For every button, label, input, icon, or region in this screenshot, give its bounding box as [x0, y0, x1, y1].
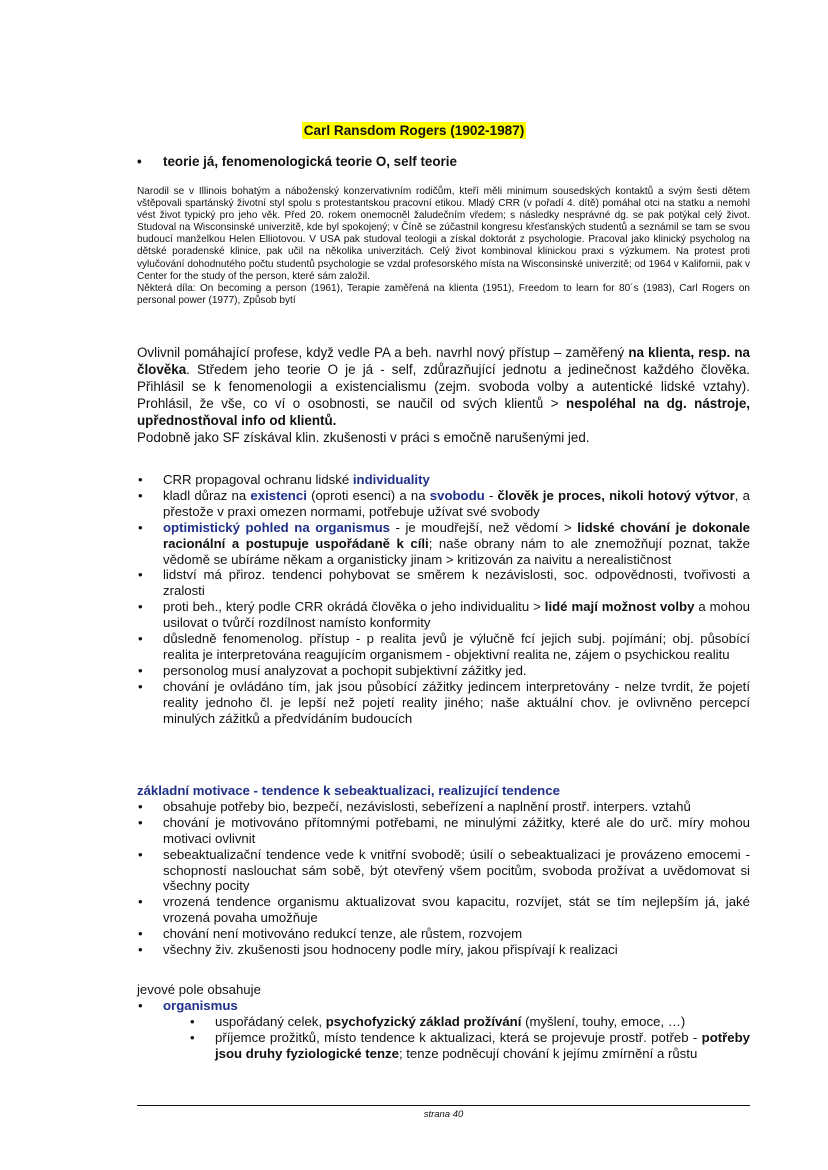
list-item [137, 488, 750, 520]
sub-list-item [163, 1030, 750, 1062]
sub-list-item [163, 1014, 750, 1030]
phenomenal-field-section [137, 982, 750, 1062]
list-item [137, 599, 750, 631]
text-run: proti beh., který podle CRR okrádá člověka o jeho individualitu > [163, 599, 545, 615]
bold-run: potřeby jsou druhy fyziologické tenze [215, 1029, 750, 1061]
field-intro: jevové pole obsahuje [137, 982, 261, 997]
bullet-icon: • [137, 154, 142, 169]
theory-subheading [137, 154, 757, 169]
list-item [137, 998, 750, 1062]
subheading-text: teorie já, fenomenologická teorie O, self teorie [163, 154, 457, 169]
bold-run: lidé mají možnost volby [544, 599, 695, 615]
title-block [0, 122, 828, 140]
list-item: • sebeaktualizační tendence vede k vnitřní svobodě; úsilí o sebeaktualizaci je provázeno emocemi - schopností naslouchat sám sobě, být otevřený všem pocitům, svoboda prožívat a uvědomovat si všechny pocity [137, 847, 750, 895]
text-run: Ovlivnil pomáhající profese, když vedle PA a beh. navrhl nový přístup – zaměřený [137, 345, 629, 360]
text-run: a mohou usilovat o tvůrčí rozdílnost namísto konformity [163, 599, 750, 631]
footer-divider [137, 1105, 750, 1106]
bold-run: člověk je proces, nikoli hotový výtvor [497, 487, 735, 503]
intro-paragraph: Podobně jako SF získával klin. zkušenosti v práci s emočně narušenými jed. [137, 430, 590, 445]
list-item: • chování není motivováno redukcí tenze, ale růstem, rozvojem [137, 926, 750, 942]
text-run: ; tenze podněcují chování k jejímu zmírnění a růstu [398, 1045, 698, 1061]
text-run: uspořádaný celek, [215, 1013, 326, 1029]
page-title: Carl Ransdom Rogers (1902-1987) [303, 123, 525, 138]
list-item [137, 472, 750, 488]
biography-block [137, 186, 750, 307]
text-run: (myšlení, touhy, emoce, …) [521, 1013, 686, 1029]
list-item: • obsahuje potřeby bio, bezpečí, nezávislosti, sebeřízení a naplnění prostř. interpers. vztahů [137, 799, 750, 815]
works-paragraph: Některá díla: On becoming a person (1961), Terapie zaměřená na klienta (1951), Freedom to learn for 80´s (1983), Carl Rogers on personal power (1977), Způsob bytí [137, 282, 750, 306]
motivation-heading: základní motivace - tendence k sebeaktualizaci, realizující tendence [137, 783, 560, 798]
highlight-run: optimistický pohled na organismus [163, 519, 390, 535]
text-run: příjemce prožitků, místo tendence k aktualizaci, která se projevuje prostř. potřeb - [215, 1029, 702, 1045]
page-number: strana 40 [423, 1109, 464, 1120]
bold-run: nespoléhal na dg. nástroje, upřednostňoval info od klientů. [137, 396, 750, 428]
highlight-run: individuality [352, 472, 430, 487]
highlight-run: existenci [250, 487, 307, 503]
list-item: • důsledně fenomenolog. přístup - p realita jevů je výlučně fcí jejich subj. pojímání; obj. působící realita je interpretována reagujícím organismem - objektivní realita ne, zájem o psychickou realitu [137, 631, 750, 663]
text-run: . Středem jeho teorie O je já - self, zdůrazňující jednotu a jedinečnost každého člověka. Přihlásil se k fenomenologii a existencialismu (zejm. svoboda volby a autentické lidské vztahy). Prohlásil, že vše, co ví o osobnosti, se naučil od svých klientů > [137, 362, 750, 411]
bold-run: psychofyzický základ prožívání [325, 1013, 522, 1029]
text-run: (oproti esenci) a na [306, 487, 430, 503]
list-item: • chování je ovládáno tím, jak jsou působící zážitky jedincem interpretovány - nelze tvrdit, že pojetí reality jednoho čl. je lepší než pojetí reality jiného; naše aktuální chov. je ovlivněno percepcí minulých zážitků a předvídáním budoucích [137, 679, 750, 727]
text-run: kladl důraz na [163, 487, 251, 503]
organism-label: organismus [163, 997, 238, 1013]
text-run: , a přestože v praxi omezen normami, potřebuje užívat své svobody [163, 487, 750, 519]
bold-run: lidské chování je dokonale racionální a postupuje uspořádaně k cíli [163, 519, 751, 551]
list-item: • všechny živ. zkušenosti jsou hodnoceny podle míry, jakou přispívají k realizaci [137, 942, 750, 958]
intro-paragraph [137, 344, 750, 429]
bold-run: na klienta, resp. na člověka [137, 345, 750, 377]
biography-paragraph: Narodil se v Illinois bohatým a náboženský konzervativním rodičům, kteří měli minimum sousedských kontaktů a svým šesti dětem vštěpovali spartánský životní styl spolu s protestantskou pracovní etikou. Mladý CRR (v pořadí 4. dítě) pomáhal otci na statku a nemohl vést život typický pro jeho věk. Před 20. rokem onemocněl žaludečním vředem; s následky nesprávné dg. se pak potýkal celý život. Studoval na Wisconsinské univerzitě, kde byl spokojený; v Číně se zúčastnil kongresu křesťanských studentů a seznámil se tam se svou budoucí manželkou Helen Elliotovou. V USA pak studoval teologii a získal doktorát z psychologie. Pracoval jako klinický psycholog na dětské poradenské klinice, pak učil na několika univerzitách. Celý život kombinoval klinickou praxi s výzkumem. Na protest proti vylučování dohodnutého počtu studentů psychologie se vzdal profesorského místa na Wisconsinské univerzitě; od 1964 v Kalifornii, pak v Center for the study of the person, které sám založil. [137, 186, 750, 282]
highlight-run: svobodu [429, 487, 485, 503]
text-run: CRR propagoval ochranu lidské [163, 472, 353, 487]
intro-block [137, 344, 750, 446]
text-run: ; naše obrany nám to ale znemožňují poznat, takže vědomě se ubíráme někam a organisticky jinam > kritizován za naivitu a nerealističnost [163, 535, 750, 567]
text-run: - [484, 487, 498, 503]
list-item [137, 520, 750, 568]
list-item: • chování je motivováno přítomnými potřebami, ne minulými zážitky, které ale do urč. míry mohou motivaci ovlivnit [137, 815, 750, 847]
list-item: • lidství má přiroz. tendenci pohybovat se směrem k nezávislosti, soc. odpovědnosti, tvořivosti a zralosti [137, 567, 750, 599]
list-item: • vrozená tendence organismu aktualizovat svou kapacitu, rozvíjet, stát se tím nejlepším já, jaké vrozená povaha umožňuje [137, 894, 750, 926]
motivation-section [137, 783, 750, 958]
list-item: • personolog musí analyzovat a pochopit subjektivní zážitky jed. [137, 663, 750, 679]
text-run: - je moudřejší, než vědomí > [389, 519, 578, 535]
principles-list [137, 472, 750, 727]
